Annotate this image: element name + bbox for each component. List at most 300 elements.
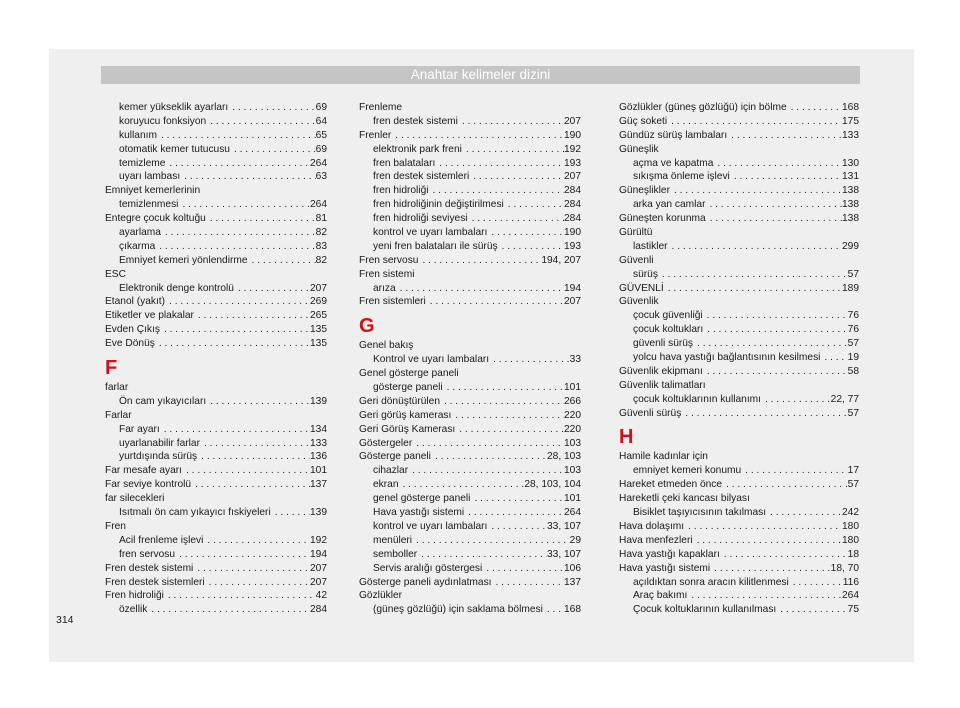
entry-text: arka yan camlar <box>633 199 706 211</box>
entry-page[interactable]: 103 <box>564 437 581 449</box>
index-subentry <box>359 548 581 562</box>
entry-text: lastikler <box>633 240 668 252</box>
index-subentry <box>105 115 327 129</box>
index-subentry <box>359 492 581 506</box>
entry-text: Güneşten korunma <box>619 213 706 225</box>
entry-text: Hava yastığı sistemi <box>619 562 711 574</box>
entry-text: Fren <box>105 520 126 532</box>
dot-leader <box>203 534 310 548</box>
entry-page[interactable]: 192 <box>310 534 327 546</box>
dot-leader <box>164 589 316 603</box>
index-entry <box>105 323 327 337</box>
entry-text: Frenleme <box>359 102 403 113</box>
entry-text: ekran <box>373 479 399 491</box>
entry-text: far silecekleri <box>105 493 165 505</box>
entry-page[interactable]: 28, 103, 104 <box>524 479 581 491</box>
index-entry <box>359 589 581 603</box>
index-entry <box>105 337 327 351</box>
entry-text: Fren destek sistemleri <box>105 576 205 588</box>
index-subentry <box>619 393 859 407</box>
dot-leader <box>193 562 310 576</box>
index-entry <box>359 409 581 423</box>
entry-page[interactable]: 180 <box>842 520 859 532</box>
entry-page[interactable]: 75 <box>847 604 859 616</box>
entry-text: Fren sistemleri <box>359 296 426 308</box>
dot-leader <box>492 576 564 590</box>
index-subentry <box>359 506 581 520</box>
index-subentry <box>105 548 327 562</box>
dot-leader <box>418 254 541 268</box>
dot-leader <box>206 212 316 226</box>
index-subentry <box>105 603 327 617</box>
index-entry <box>619 365 859 379</box>
entry-page[interactable]: 82 <box>315 254 327 266</box>
index-subentry <box>619 351 859 365</box>
page-header: Anahtar kelimeler dizini <box>101 66 860 84</box>
entry-page[interactable]: 180 <box>842 534 859 546</box>
entry-text: uyarlanabilir farlar <box>119 437 200 449</box>
dot-leader <box>789 576 843 590</box>
entry-page[interactable]: 269 <box>310 296 327 308</box>
entry-text: Eve Dönüş <box>105 338 155 350</box>
dot-leader <box>194 309 310 323</box>
dot-leader <box>487 226 564 240</box>
dot-leader <box>228 101 315 115</box>
entry-text: Gözlükler (güneş gözlüğü) için bölme <box>619 102 787 113</box>
entry-page[interactable]: 106 <box>564 562 581 574</box>
entry-page[interactable]: 131 <box>842 171 859 183</box>
entry-page[interactable]: 33 <box>569 354 581 366</box>
index-subentry <box>359 534 581 548</box>
dot-leader <box>157 129 316 143</box>
dot-leader <box>191 478 310 492</box>
dot-leader <box>429 184 565 198</box>
index-section-letter: G <box>359 315 375 338</box>
entry-page[interactable]: 134 <box>310 423 327 435</box>
entry-page[interactable]: 18 <box>847 548 859 560</box>
dot-leader <box>431 450 547 464</box>
index-subentry <box>359 115 581 129</box>
entry-text: fren servosu <box>119 548 176 560</box>
entry-text: çıkarma <box>119 240 156 252</box>
entry-text: emniyet kemeri konumu <box>633 465 742 477</box>
index-entry <box>359 339 581 353</box>
entry-page[interactable]: 194, 207 <box>541 254 581 266</box>
entry-text: Güvenlik <box>619 296 659 308</box>
dot-leader <box>464 506 564 520</box>
entry-text: farlar <box>105 382 129 394</box>
index-entry <box>619 548 859 562</box>
index-entry <box>619 407 859 421</box>
index-entry <box>359 129 581 143</box>
entry-text: genel gösterge paneli <box>373 493 471 505</box>
index-subentry <box>619 337 859 351</box>
entry-page[interactable]: 28, 103 <box>547 451 581 463</box>
entry-page[interactable]: 194 <box>310 548 327 560</box>
index-entry <box>619 534 859 548</box>
index-subentry <box>359 381 581 395</box>
entry-page[interactable]: 207 <box>564 171 581 183</box>
dot-leader <box>160 423 310 437</box>
dot-leader <box>469 170 564 184</box>
entry-text: fren hidroliğinin değiştirilmesi <box>373 199 504 211</box>
index-subentry <box>359 226 581 240</box>
entry-page[interactable]: 265 <box>310 310 327 322</box>
entry-page[interactable]: 76 <box>847 310 859 322</box>
entry-page[interactable]: 64 <box>315 115 327 127</box>
dot-leader <box>776 603 847 617</box>
dot-leader <box>761 393 831 407</box>
dot-leader <box>489 353 570 367</box>
entry-text: çocuk güvenliği <box>633 310 703 322</box>
entry-page[interactable]: 207 <box>310 282 327 294</box>
dot-leader <box>664 282 842 296</box>
entry-page[interactable]: 189 <box>842 282 859 294</box>
index-subentry <box>359 603 581 617</box>
index-entry <box>619 226 859 240</box>
entry-text: Hava dolaşımı <box>619 520 685 532</box>
index-entry <box>105 212 327 226</box>
entry-page[interactable]: 57 <box>847 479 859 491</box>
dot-leader <box>668 240 842 254</box>
entry-page[interactable]: 22, 77 <box>830 393 859 405</box>
entry-page[interactable]: 101 <box>310 465 327 477</box>
index-subentry <box>619 576 859 590</box>
index-subentry <box>619 589 859 603</box>
entry-page[interactable]: 190 <box>564 227 581 239</box>
entry-page[interactable]: 207 <box>564 115 581 127</box>
dot-leader <box>398 478 524 492</box>
entry-page[interactable]: 190 <box>564 129 581 141</box>
entry-page[interactable]: 220 <box>564 423 581 435</box>
entry-page[interactable]: 266 <box>564 395 581 407</box>
index-subentry <box>359 478 581 492</box>
index-entry <box>105 295 327 309</box>
index-entry <box>359 101 581 115</box>
entry-text: Farlar <box>105 409 132 421</box>
entry-text: Hava yastığı kapakları <box>619 548 720 560</box>
dot-leader <box>165 157 310 171</box>
entry-page[interactable]: 192 <box>564 143 581 155</box>
entry-text: Genel gösterge paneli <box>359 368 459 380</box>
entry-page[interactable]: 284 <box>310 604 327 616</box>
dot-leader <box>720 548 848 562</box>
entry-page[interactable]: 57 <box>847 268 859 280</box>
entry-page[interactable]: 193 <box>564 240 581 252</box>
entry-page[interactable]: 138 <box>842 199 859 211</box>
entry-page[interactable]: 138 <box>842 185 859 197</box>
index-subentry <box>359 562 581 576</box>
index-subentry <box>105 143 327 157</box>
entry-text: Güneşlikler <box>619 185 670 197</box>
entry-text: Fren servosu <box>359 254 419 266</box>
entry-text: Etiketler ve plakalar <box>105 310 194 322</box>
dot-leader <box>667 115 842 129</box>
index-subentry <box>105 198 327 212</box>
entry-text: Güvenlik ekipmanı <box>619 365 703 377</box>
entry-page[interactable]: 264 <box>310 199 327 211</box>
dot-leader <box>787 101 842 115</box>
entry-text: Gündüz sürüş lambaları <box>619 129 728 141</box>
index-entry <box>619 143 859 157</box>
entry-text: Etanol (yakıt) <box>105 296 166 308</box>
entry-page[interactable]: 81 <box>315 213 327 225</box>
index-entry <box>105 520 327 534</box>
index-entry <box>619 562 859 576</box>
entry-page[interactable]: 137 <box>564 576 581 588</box>
entry-page[interactable]: 133 <box>842 129 859 141</box>
entry-text: Ön cam yıkayıcıları <box>119 395 207 407</box>
entry-page[interactable]: 19 <box>847 352 859 364</box>
dot-leader <box>412 534 570 548</box>
entry-text: Çocuk koltuklarının kullanılması <box>633 604 777 616</box>
entry-text: Evden Çıkış <box>105 324 160 336</box>
dot-leader <box>455 423 564 437</box>
index-subentry <box>619 198 859 212</box>
entry-text: Hareketli çeki kancası bilyası <box>619 493 750 505</box>
index-entry <box>619 478 859 492</box>
page-number: 314 <box>56 614 74 626</box>
entry-text: Gürültü <box>619 227 653 239</box>
entry-page[interactable]: 194 <box>564 282 581 294</box>
entry-page[interactable]: 264 <box>564 507 581 519</box>
entry-page[interactable]: 69 <box>315 143 327 155</box>
entry-page[interactable]: 33, 107 <box>547 548 581 560</box>
entry-page[interactable]: 136 <box>310 451 327 463</box>
entry-text: fren destek sistemleri <box>373 171 470 183</box>
entry-page[interactable]: 139 <box>310 395 327 407</box>
dot-leader <box>693 337 848 351</box>
entry-text: temizlenmesi <box>119 199 179 211</box>
dot-leader <box>180 170 316 184</box>
index-entry <box>105 381 327 395</box>
entry-text: semboller <box>373 548 418 560</box>
index-entry <box>105 309 327 323</box>
index-entry <box>105 409 327 423</box>
index-entry <box>619 184 859 198</box>
entry-text: Kontrol ve uyarı lambaları <box>373 354 490 366</box>
entry-page[interactable]: 17 <box>847 465 859 477</box>
entry-page[interactable]: 101 <box>564 382 581 394</box>
dot-leader <box>462 143 564 157</box>
dot-leader <box>705 198 842 212</box>
entry-page[interactable]: 207 <box>310 562 327 574</box>
index-subentry <box>619 268 859 282</box>
index-entry <box>105 562 327 576</box>
entry-text: Hamile kadınlar için <box>619 451 708 463</box>
dot-leader <box>396 282 564 296</box>
dot-leader <box>703 323 847 337</box>
entry-text: güvenli sürüş <box>633 338 694 350</box>
entry-text: Geri dönüştürülen <box>359 395 440 407</box>
dot-leader <box>200 437 310 451</box>
index-subentry <box>359 464 581 478</box>
entry-page[interactable]: 69 <box>315 102 327 113</box>
entry-text: Araç bakımı <box>633 590 688 602</box>
entry-text: Fren sistemi <box>359 268 415 280</box>
entry-text: Hareket etmeden önce <box>619 479 723 491</box>
index-subentry <box>105 437 327 451</box>
entry-text: Güç soketi <box>619 115 668 127</box>
index-subentry <box>359 198 581 212</box>
index-subentry <box>105 101 327 115</box>
dot-leader <box>271 506 310 520</box>
index-entry <box>359 576 581 590</box>
dot-leader <box>670 184 842 198</box>
entry-text: Servis aralığı göstergesi <box>373 562 483 574</box>
entry-page[interactable]: 193 <box>564 157 581 169</box>
entry-page[interactable]: 101 <box>564 493 581 505</box>
index-subentry <box>619 464 859 478</box>
entry-page[interactable]: 83 <box>315 240 327 252</box>
index-subentry <box>619 309 859 323</box>
entry-page[interactable]: 65 <box>315 129 327 141</box>
dot-leader <box>741 464 848 478</box>
dot-leader <box>681 407 847 421</box>
entry-page[interactable]: 135 <box>310 324 327 336</box>
entry-page[interactable]: 18, 70 <box>830 562 859 574</box>
entry-page[interactable]: 76 <box>847 324 859 336</box>
dot-leader <box>458 115 564 129</box>
index-entry <box>619 492 859 506</box>
dot-leader <box>703 365 848 379</box>
index-subentry <box>105 450 327 464</box>
index-subentry <box>359 184 581 198</box>
entry-page[interactable]: 138 <box>842 213 859 225</box>
entry-page[interactable]: 284 <box>564 185 581 197</box>
entry-page[interactable]: 139 <box>310 507 327 519</box>
entry-text: ESC <box>105 268 126 280</box>
entry-text: Güvenlik talimatları <box>619 379 706 391</box>
entry-page[interactable]: 58 <box>847 365 859 377</box>
dot-leader <box>230 143 316 157</box>
entry-page[interactable]: 299 <box>842 240 859 252</box>
dot-leader <box>161 226 316 240</box>
entry-page[interactable]: 42 <box>315 590 327 602</box>
entry-text: sürüş <box>633 268 658 280</box>
entry-text: fren destek sistemi <box>373 115 458 127</box>
entry-text: Fren destek sistemi <box>105 562 194 574</box>
entry-text: Geri görüş kamerası <box>359 409 452 421</box>
entry-text: açıldıktan sonra aracın kilitlenmesi <box>633 576 789 588</box>
entry-page[interactable]: 63 <box>315 171 327 183</box>
dot-leader <box>543 603 564 617</box>
entry-text: yeni fren balataları ile sürüş <box>373 240 498 252</box>
dot-leader <box>710 562 831 576</box>
entry-page[interactable]: 130 <box>842 157 859 169</box>
index-subentry <box>619 506 859 520</box>
entry-page[interactable]: 137 <box>310 479 327 491</box>
index-column-3 <box>619 101 859 617</box>
index-entry <box>359 395 581 409</box>
dot-leader <box>443 381 564 395</box>
dot-leader <box>182 464 310 478</box>
index-subentry <box>359 212 581 226</box>
entry-text: Göstergeler <box>359 437 413 449</box>
dot-leader <box>206 115 315 129</box>
entry-page[interactable]: 29 <box>569 534 581 546</box>
entry-page[interactable]: 133 <box>310 437 327 449</box>
dot-leader <box>820 351 847 365</box>
index-subentry <box>105 534 327 548</box>
entry-page[interactable]: 175 <box>842 115 859 127</box>
entry-text: otomatik kemer tutucusu <box>119 143 230 155</box>
entry-page[interactable]: 57 <box>847 407 859 419</box>
entry-text: Bisiklet taşıyıcısının takılması <box>633 507 767 519</box>
index-subentry <box>105 170 327 184</box>
entry-page[interactable]: 103 <box>564 465 581 477</box>
dot-leader <box>706 212 842 226</box>
entry-page[interactable]: 284 <box>564 199 581 211</box>
entry-page[interactable]: 57 <box>847 338 859 350</box>
dot-leader <box>391 129 564 143</box>
entry-page[interactable]: 135 <box>310 338 327 350</box>
index-subentry <box>105 157 327 171</box>
index-column-1 <box>105 101 327 617</box>
entry-page[interactable]: 207 <box>310 576 327 588</box>
entry-page[interactable]: 82 <box>315 227 327 239</box>
index-entry <box>619 129 859 143</box>
entry-text: cihazlar <box>373 465 409 477</box>
index-column-2 <box>359 101 581 617</box>
entry-page[interactable]: 264 <box>310 157 327 169</box>
index-subentry <box>105 395 327 409</box>
entry-page[interactable]: 207 <box>564 296 581 308</box>
entry-text: Isıtmalı ön cam yıkayıcı fıskiyeleri <box>119 507 271 519</box>
index-subentry <box>619 157 859 171</box>
entry-text: fren balataları <box>373 157 436 169</box>
index-section-letter: H <box>619 426 634 449</box>
dot-leader <box>205 576 310 590</box>
index-entry <box>619 450 859 464</box>
index-subentry <box>105 254 327 268</box>
dot-leader <box>178 198 310 212</box>
dot-leader <box>417 548 547 562</box>
entry-page[interactable]: 33, 107 <box>547 520 581 532</box>
index-subentry <box>105 226 327 240</box>
index-entry <box>359 254 581 268</box>
dot-leader <box>234 282 310 296</box>
index-entry <box>359 295 581 309</box>
index-entry <box>619 101 859 115</box>
index-subentry <box>619 603 859 617</box>
entry-text: temizleme <box>119 157 166 169</box>
entry-page[interactable]: 242 <box>842 507 859 519</box>
entry-page[interactable]: 116 <box>842 576 859 588</box>
dot-leader <box>206 395 310 409</box>
entry-page[interactable]: 264 <box>842 590 859 602</box>
entry-text: sıkışma önleme işlevi <box>633 171 730 183</box>
dot-leader <box>155 240 315 254</box>
index-subentry <box>359 282 581 296</box>
index-entry <box>105 464 327 478</box>
dot-leader <box>426 295 564 309</box>
index-entry <box>619 254 859 268</box>
index-entry <box>105 492 327 506</box>
entry-page[interactable]: 168 <box>564 604 581 616</box>
dot-leader <box>248 254 316 268</box>
entry-text: Gösterge paneli <box>359 451 431 463</box>
index-subentry <box>105 506 327 520</box>
dot-leader <box>703 309 848 323</box>
entry-page[interactable]: 284 <box>564 213 581 225</box>
entry-text: kontrol ve uyarı lambaları <box>373 227 488 239</box>
entry-page[interactable]: 220 <box>564 409 581 421</box>
index-subentry <box>359 157 581 171</box>
index-entry <box>619 212 859 226</box>
index-entry <box>619 115 859 129</box>
entry-page[interactable]: 168 <box>842 102 859 113</box>
